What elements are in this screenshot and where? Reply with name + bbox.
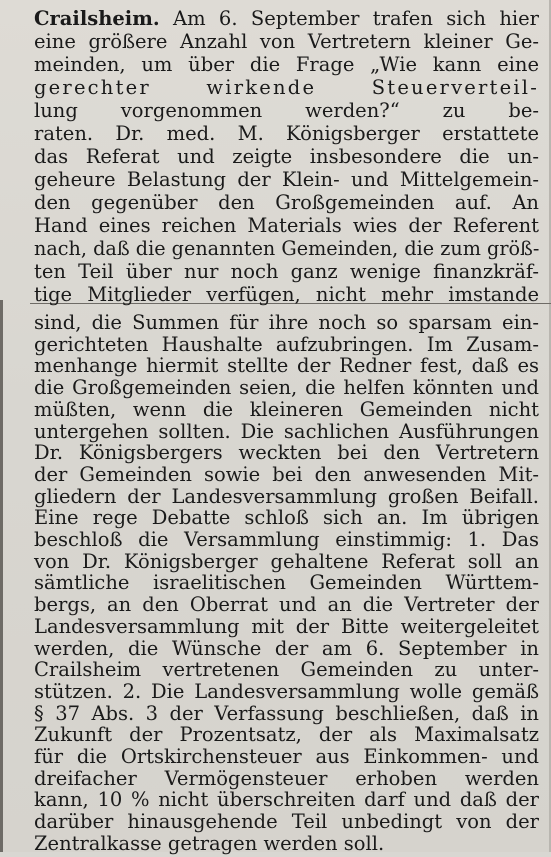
text-line: der Gemeinden sowie bei den anwesenden Mit-	[34, 462, 539, 486]
text-line: Crailsheim vertretenen Gemeinden zu unter-	[34, 658, 539, 682]
text-line: Zentralkasse getragen werden soll.	[34, 831, 385, 855]
text-line: Zukunft der Prozentsatz, der als Maximalsatz	[34, 723, 539, 747]
text-line: müßten, wenn die kleineren Gemeinden nicht	[34, 397, 539, 421]
text-line: nach, daß die genannten Gemeinden, die zum größ-	[34, 237, 540, 260]
text-line: kann, 10 % nicht überschreiten darf und daß der	[34, 788, 539, 812]
text-line: darüber hinausgehende Teil unbedingt von der	[34, 810, 539, 834]
text-line: lung vorgenommen werden?“ zu be-	[34, 99, 539, 122]
column-left-rule	[0, 300, 3, 852]
text-line: raten. Dr. med. M. Königsberger erstattete	[34, 122, 539, 145]
text-line: geheure Belastung der Klein- und Mittelgemein-	[34, 168, 539, 191]
text-line: den gegenüber den Großgemeinden auf. An	[34, 191, 539, 214]
text-line: werden, die Wünsche der am 6. September in	[34, 636, 539, 660]
text-line: das Referat und zeigte insbesondere die un-	[34, 145, 539, 168]
text-line: sämtliche israelitischen Gemeinden Württem-	[34, 571, 539, 595]
text-line: von Dr. Königsberger gehaltene Referat soll an	[34, 549, 539, 573]
text-line: beschloß die Versammlung einstimmig: 1. Das	[34, 528, 539, 551]
text-line: Landesversammlung mit der Bitte weitergeleitet	[34, 614, 539, 638]
text-line: dreifacher Vermögensteuer erhoben werden	[34, 766, 539, 790]
text-line: tige Mitglieder verfügen, nicht mehr imstande	[34, 283, 539, 306]
text-line: ten Teil über nur noch ganz wenige finanzkräf-	[34, 260, 539, 283]
text-line: Crailsheim. Am 6. September trafen sich hier	[34, 7, 539, 30]
text-line: gliedern der Landesversammlung großen Beifall.	[34, 484, 539, 508]
text-line: für die Ortskirchensteuer aus Einkommen- und	[34, 745, 539, 768]
text-line: stützen. 2. Die Landesversammlung wolle gemäß	[34, 679, 539, 703]
text-line: Dr. Königsbergers weckten bei den Vertretern	[34, 441, 539, 465]
dateline: Crailsheim.	[34, 7, 160, 30]
text-line: meinden, um über die Frage „Wie kann eine	[34, 53, 539, 76]
text-line: sind, die Summen für ihre noch so sparsam ein-	[34, 311, 539, 334]
text-line: bergs, an den Oberrat und an die Vertreter der	[34, 593, 539, 617]
text-line: § 37 Abs. 3 der Verfassung beschließen, daß in	[34, 701, 539, 725]
text-line: menhange hiermit stellte der Redner fest, daß es	[34, 354, 539, 378]
text-line-emphasized: gerechter wirkende Steuerverteil-	[34, 76, 539, 99]
text-line: eine größere Anzahl von Vertretern kleiner Ge-	[34, 30, 539, 53]
text-line: untergehen sollten. Die sachlichen Ausführungen	[34, 419, 539, 443]
text-line: Hand eines reichen Materials wies der Referent	[34, 214, 539, 237]
text-line: die Großgemeinden seien, die helfen könnten und	[34, 376, 539, 400]
text-line: gerichteten Haushalte aufzubringen. Im Zusam-	[34, 332, 539, 356]
text-line: Eine rege Debatte schloß sich an. Im übrigen	[34, 506, 539, 530]
